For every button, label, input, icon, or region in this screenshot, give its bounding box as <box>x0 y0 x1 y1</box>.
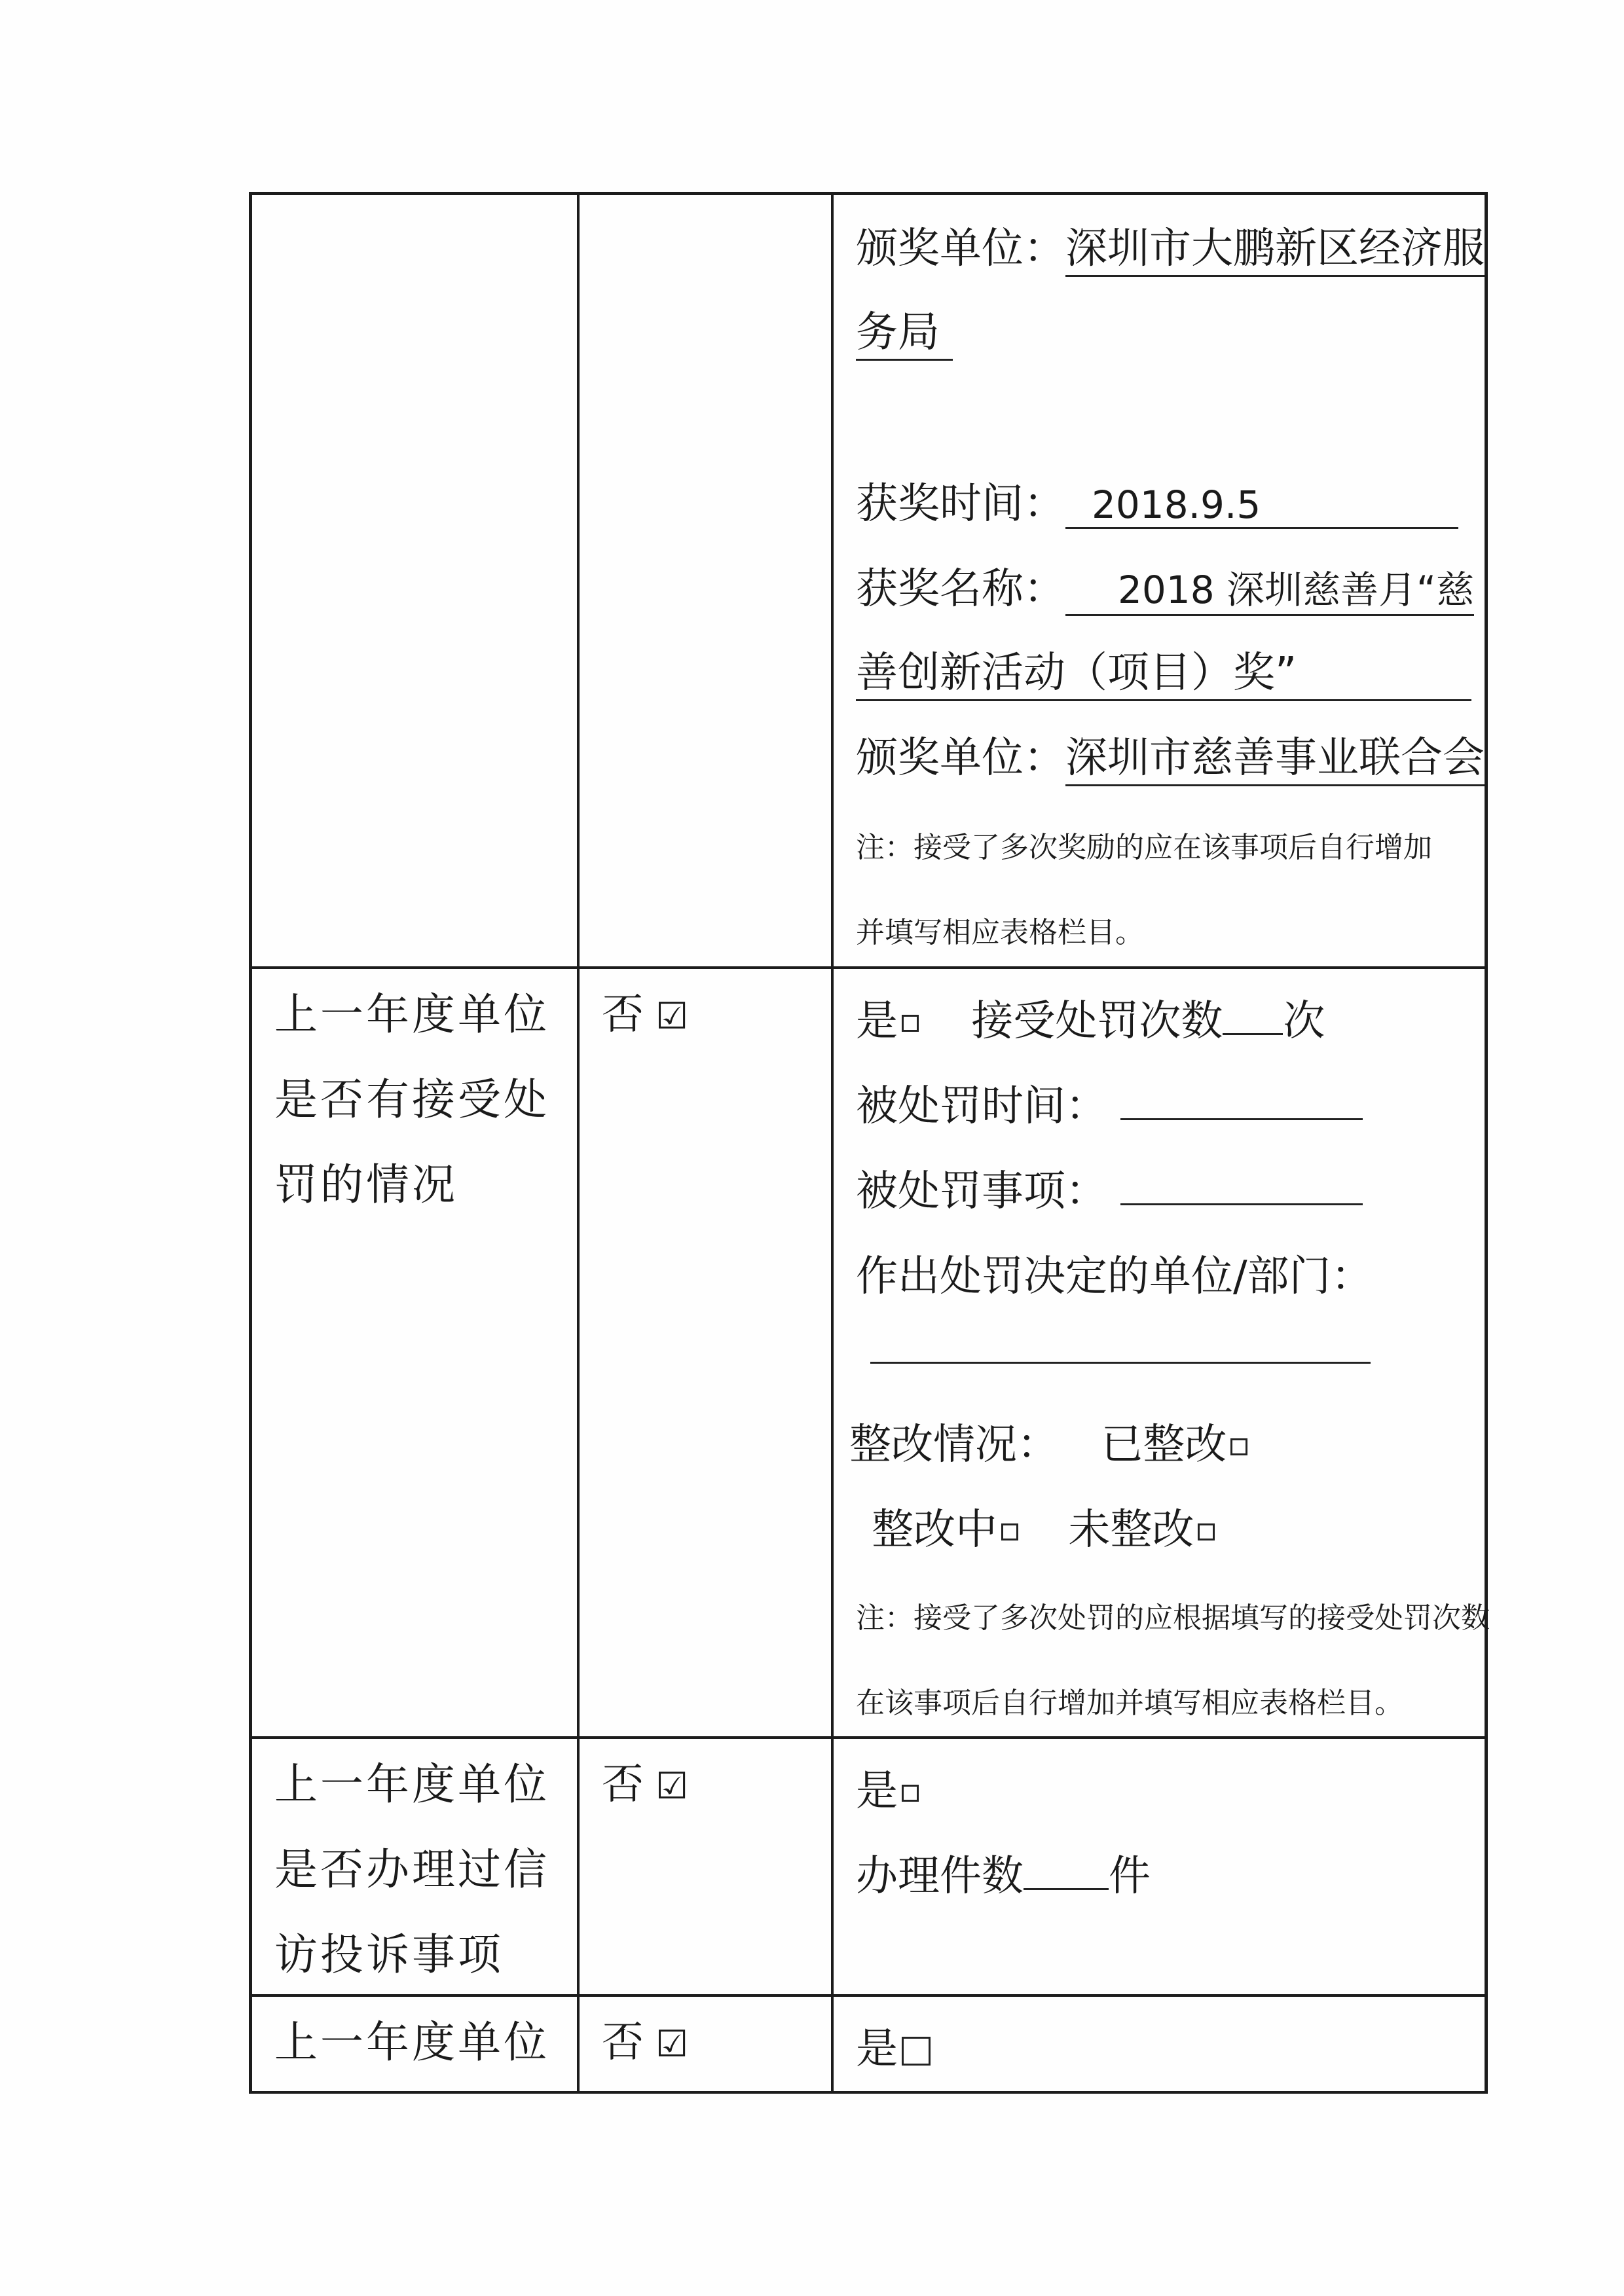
petition-row <box>249 1739 1488 1997</box>
info-table <box>249 192 1488 2094</box>
last-choice-cell <box>580 1997 834 2091</box>
penalty-rect-doing-checkbox[interactable] <box>1001 1523 1018 1540</box>
penalty-item-line <box>856 1157 1469 1218</box>
award-unit-label-2: 颁奖单位： <box>856 734 1065 782</box>
penalty-item-label: 被处罚事项： <box>856 1167 1107 1216</box>
penalty-row <box>249 969 1488 1739</box>
penalty-yes-checkbox[interactable] <box>902 1015 919 1032</box>
penalty-no-checkbox[interactable]: ☑ <box>655 995 689 1038</box>
award-label-cell <box>252 195 580 966</box>
petition-count-blank[interactable] <box>1024 1888 1109 1890</box>
petition-label-1: 上一年度单位 <box>274 1759 549 1810</box>
penalty-item-blank[interactable] <box>1120 1203 1363 1205</box>
penalty-choice-cell <box>580 969 834 1736</box>
award-unit-value: 深圳市大鹏新区经济服 <box>1065 215 1485 277</box>
last-no-checkbox[interactable]: ☑ <box>655 2023 689 2066</box>
petition-label-cell <box>252 1739 580 1994</box>
penalty-no-label: 否 <box>602 991 644 1039</box>
petition-choice-cell <box>580 1739 834 1994</box>
award-choice-cell <box>580 195 834 966</box>
penalty-rect-doing-label: 整改中 <box>872 1506 997 1554</box>
penalty-label-cell <box>252 969 580 1736</box>
petition-detail-cell <box>834 1739 1485 1994</box>
award-detail-cell <box>834 195 1485 966</box>
petition-count-line <box>856 1842 1469 1903</box>
award-name-value-cont: 善创新活动（项目）奖” <box>856 639 1471 701</box>
penalty-label-2: 是否有接受处 <box>274 1074 549 1125</box>
penalty-count-blank[interactable] <box>1223 1033 1283 1035</box>
award-time-line <box>856 470 1469 530</box>
penalty-count-label: 接受处罚次数 <box>971 997 1223 1046</box>
penalty-count-unit: 次 <box>1283 997 1325 1046</box>
last-yes-line <box>856 2015 1469 2075</box>
penalty-label-1: 上一年度单位 <box>274 989 549 1040</box>
penalty-yes-line <box>856 987 1469 1048</box>
petition-no-checkbox[interactable]: ☑ <box>655 1765 689 1808</box>
penalty-note-line-1: 注：接受了多次处罚的应根据填写的接受处罚次数 <box>856 1601 1490 1635</box>
award-unit-line-1 <box>856 215 1485 277</box>
petition-yes-checkbox[interactable] <box>902 1785 919 1802</box>
award-note-line-2: 并填写相应表格栏目。 <box>856 916 1144 949</box>
penalty-rect-not-checkbox[interactable] <box>1198 1523 1215 1540</box>
award-name-value: 2018 深圳慈善月“慈 <box>1065 559 1474 616</box>
petition-label-3: 访投诉事项 <box>274 1929 504 1980</box>
award-name-line-b <box>856 639 1469 701</box>
penalty-rect-line <box>849 1411 1469 1471</box>
award-time-value: 2018.9.5 <box>1065 483 1458 529</box>
penalty-label-3: 罚的情况 <box>274 1159 458 1210</box>
penalty-note-line-2: 在该事项后自行增加并填写相应表格栏目。 <box>856 1686 1403 1720</box>
penalty-rect-done-label: 已整改 <box>1101 1421 1227 1469</box>
award-note-line-1: 注：接受了多次奖励的应在该事项后自行增加 <box>856 831 1432 864</box>
award-unit-value-cont: 务局 <box>856 299 953 361</box>
penalty-dept-blank[interactable] <box>870 1362 1371 1364</box>
award-unit-value-2: 深圳市慈善事业联合会 <box>1065 724 1485 786</box>
award-unit-label: 颁奖单位： <box>856 225 1065 273</box>
penalty-time-blank[interactable] <box>1120 1118 1363 1120</box>
award-name-line <box>856 555 1475 616</box>
last-row <box>249 1997 1488 2094</box>
penalty-detail-cell <box>834 969 1490 1736</box>
award-unit-line-2 <box>856 724 1485 786</box>
award-name-label: 获奖名称： <box>856 565 1065 613</box>
petition-no-label: 否 <box>602 1760 644 1809</box>
penalty-time-label: 被处罚时间： <box>856 1082 1107 1131</box>
penalty-yes-label: 是 <box>856 997 898 1046</box>
last-label-cell <box>252 1997 580 2091</box>
penalty-dept-label: 作出处罚决定的单位/部门： <box>856 1252 1373 1301</box>
penalty-rect-label: 整改情况： <box>849 1421 1059 1469</box>
petition-count-label: 办理件数 <box>856 1852 1024 1901</box>
last-label-1: 上一年度单位 <box>274 2017 549 2068</box>
last-no-label: 否 <box>602 2018 644 2067</box>
penalty-time-line <box>856 1072 1469 1133</box>
award-row <box>249 192 1488 969</box>
petition-label-2: 是否办理过信 <box>274 1844 549 1895</box>
award-unit-line-1b <box>856 299 1469 361</box>
petition-yes-line <box>856 1757 1469 1817</box>
penalty-rect-done-checkbox[interactable] <box>1230 1438 1247 1455</box>
penalty-rect-not-label: 未整改 <box>1068 1506 1194 1554</box>
penalty-rect-line-2 <box>872 1496 1469 1556</box>
last-yes-label: 是 <box>856 2025 898 2073</box>
award-time-label: 获奖时间： <box>856 480 1065 528</box>
last-detail-cell <box>834 1997 1485 2091</box>
stamp-mark <box>20 786 59 1244</box>
petition-yes-label: 是 <box>856 1767 898 1815</box>
petition-count-unit: 件 <box>1109 1852 1151 1901</box>
last-yes-checkbox[interactable] <box>902 2037 931 2066</box>
